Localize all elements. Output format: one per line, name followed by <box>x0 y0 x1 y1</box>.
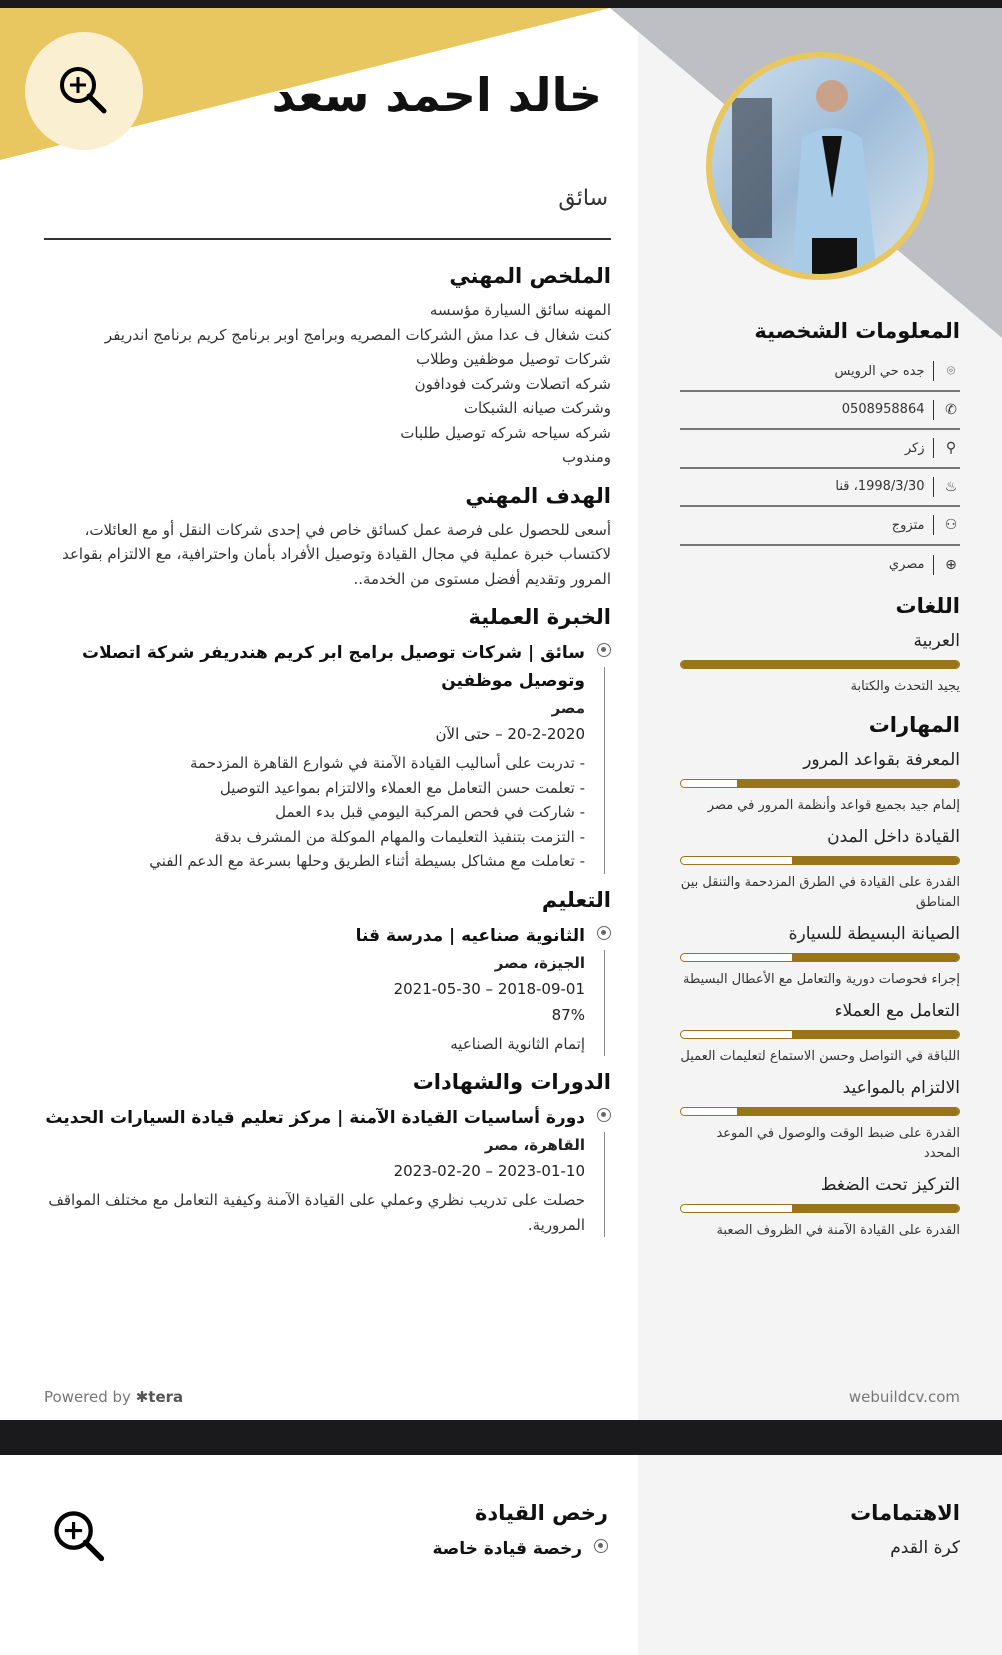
interests-heading: الاهتمامات <box>850 1501 960 1525</box>
entry-grade: 87% <box>551 1005 585 1024</box>
level-fill <box>792 1205 959 1212</box>
skill-description: القدرة على ضبط الوقت والوصول في الموعد المحدد <box>716 1126 960 1161</box>
bullet-circle-icon <box>597 1108 611 1122</box>
job-title: سائق <box>558 186 608 211</box>
divider <box>933 515 935 535</box>
birthday-cake-icon: ♨ <box>944 478 958 495</box>
powered-by <box>44 1388 183 1406</box>
info-value: متزوج <box>891 517 925 533</box>
skill-item <box>680 1075 960 1164</box>
entry-title: سائق | شركات توصيل برامج ابر كريم هندريفر شركة اتصلات وتوصيل موظفين <box>81 643 585 691</box>
skill-item <box>680 998 960 1067</box>
bullet-item: - شاركت في فحص المركبة اليومي قبل بدء العمل <box>275 803 585 821</box>
education-heading: التعليم <box>541 887 611 912</box>
candidate-name: خالد احمد سعد <box>271 68 602 122</box>
interest-item: كرة القدم <box>890 1538 960 1558</box>
level-fill <box>792 1031 959 1038</box>
skill-name: المعرفة بقواعد المرور <box>803 750 960 770</box>
bullet-circle-icon <box>597 926 611 940</box>
skill-level-bar <box>680 953 960 962</box>
entry-dates: 2018-09-01 – 2021-05-30 <box>393 979 585 998</box>
divider <box>933 361 935 381</box>
zoom-in-icon <box>50 1507 110 1567</box>
entry-bullets <box>44 751 585 874</box>
entry-location: الجيزة، مصر <box>494 953 585 972</box>
language-description: يجيد التحدث والكتابة <box>850 679 960 694</box>
entry-dates: 2023-01-10 – 2023-02-20 <box>393 1162 585 1180</box>
entry-description: حصلت على تدريب نظري وعملي على القيادة الآمنة وكيفية التعامل مع مختلف المواقف المرورية. <box>48 1191 585 1234</box>
summary-line: شركه سياحه شركه توصيل طلبات <box>400 423 611 442</box>
header-divider <box>44 238 611 240</box>
resume-page-2 <box>0 1455 1002 1655</box>
profile-photo <box>706 52 934 280</box>
person-icon: ⚲ <box>945 440 957 457</box>
personal-info-heading: المعلومات الشخصية <box>754 319 960 343</box>
experience-entry <box>44 639 611 874</box>
interests-section <box>850 1495 960 1561</box>
objective-heading: الهدف المهني <box>465 483 611 508</box>
course-entry <box>44 1104 611 1237</box>
marital-status-icon: ⚇ <box>944 517 958 534</box>
sidebar <box>680 313 960 1241</box>
summary-line: وشركت صيانه الشبكات <box>463 399 611 417</box>
summary-line: شركه اتصلات وشركت فودافون <box>414 374 611 393</box>
level-fill <box>792 954 959 961</box>
globe-icon: ⊕ <box>945 556 957 573</box>
personal-info-list <box>680 353 960 584</box>
language-level-bar <box>680 660 960 669</box>
languages-heading: اللغات <box>895 594 960 618</box>
divider <box>933 400 935 420</box>
personal-info-item <box>680 353 960 392</box>
level-fill <box>737 1108 959 1115</box>
skill-level-bar <box>680 779 960 788</box>
objective-text: أسعى للحصول على فرصة عمل كسائق خاص في إحدى شركات النقل أو مع العائلات، لاكتساب خبرة عملية في مجال القيادة وتوصيل الأفراد بأمان واحترافية، مع الالتزام بقواعد المرور وتقديم أفضل مستوى من الخدمة.. <box>62 520 611 588</box>
personal-info-item <box>680 546 960 585</box>
zoom-in-button[interactable] <box>25 32 143 150</box>
license-title: رخصة قيادة خاصة <box>432 1539 582 1559</box>
bullet-circle-icon <box>594 1539 608 1553</box>
skill-item <box>680 1172 960 1241</box>
summary-line: المهنه سائق السيارة مؤسسه <box>429 301 611 319</box>
skill-description: إلمام جيد بجميع قواعد وأنظمة المرور في مصر <box>707 798 960 813</box>
language-name: العربية <box>913 631 960 651</box>
phone-icon: ✆ <box>945 401 957 418</box>
skill-name: الصيانة البسيطة للسيارة <box>788 924 960 944</box>
personal-info-item <box>680 392 960 431</box>
summary-heading: الملخص المهني <box>449 264 611 288</box>
skill-item <box>680 747 960 816</box>
entry-dates: 20-2-2020 – حتى الآن <box>435 725 585 743</box>
skill-level-bar <box>680 1107 960 1116</box>
info-value: زكر <box>904 440 925 456</box>
entry-title: دورة أساسيات القيادة الآمنة | مركز تعليم قيادة السيارات الحديث <box>45 1108 585 1128</box>
licenses-section <box>432 1495 608 1573</box>
divider <box>933 477 935 497</box>
skill-name: التركيز تحت الضغط <box>820 1175 960 1195</box>
personal-info-item <box>680 507 960 546</box>
courses-heading: الدورات والشهادات <box>412 1070 611 1094</box>
skill-name: التعامل مع العملاء <box>834 1001 960 1021</box>
bullet-item: - التزمت بتنفيذ التعليمات والمهام الموكلة من المشرف بدقة <box>214 827 585 846</box>
site-link[interactable]: webuildcv.com <box>848 1388 960 1406</box>
summary-line: كنت شغال ف عدا مش الشركات المصريه وبرامج اوبر برنامج كريم برنامج اندريفر <box>104 325 611 344</box>
licenses-heading: رخص القيادة <box>474 1501 608 1525</box>
skill-description: القدرة على القيادة الآمنة في الظروف الصعبة <box>716 1223 960 1238</box>
level-fill <box>681 661 959 668</box>
resume-page-1 <box>0 8 1002 1420</box>
skills-heading: المهارات <box>868 713 960 737</box>
skill-description: اللباقة في التواصل وحسن الاستماع لتعليمات العميل <box>680 1049 960 1064</box>
tera-logo[interactable]: ✱tera <box>135 1388 184 1406</box>
skill-level-bar <box>680 856 960 865</box>
skills-list <box>680 747 960 1241</box>
powered-by-text: Powered by <box>44 1388 131 1406</box>
bullet-item: - تعاملت مع مشاكل بسيطة أثناء الطريق وحلها بسرعة مع الدعم الفني <box>149 852 585 870</box>
info-value: مصري <box>888 557 925 573</box>
bullet-item: - تعلمت حسن التعامل مع العملاء والالتزام بمواعيد التوصيل <box>219 778 585 797</box>
skill-description: إجراء فحوصات دورية والتعامل مع الأعطال البسيطة <box>682 972 960 987</box>
zoom-in-icon <box>56 63 112 119</box>
entry-title: الثانوية صناعيه | مدرسة قنا <box>355 925 585 946</box>
level-fill <box>737 780 959 787</box>
education-entry <box>44 922 611 1057</box>
entry-location: القاهرة، مصر <box>484 1136 585 1154</box>
personal-info-item <box>680 430 960 469</box>
info-value: 0508958864 <box>841 402 925 418</box>
info-value: جده حي الرويس <box>834 363 925 379</box>
zoom-in-button[interactable] <box>50 1507 110 1571</box>
experience-heading: الخبرة العملية <box>468 605 611 629</box>
license-entry <box>432 1535 608 1563</box>
skill-level-bar <box>680 1204 960 1213</box>
bullet-circle-icon <box>597 643 611 657</box>
summary-line: ومندوب <box>561 448 611 466</box>
skill-description: القدرة على القيادة في الطرق المزدحمة والتنقل بين المناطق <box>680 875 960 910</box>
skill-item <box>680 921 960 990</box>
main-column <box>44 258 611 1247</box>
divider <box>933 438 935 458</box>
skill-level-bar <box>680 1030 960 1039</box>
skill-item <box>680 824 960 913</box>
divider <box>933 555 935 575</box>
summary-line: شركات توصيل موظفين وطلاب <box>415 350 611 368</box>
skill-name: الالتزام بالمواعيد <box>842 1078 960 1098</box>
bullet-item: - تدربت على أساليب القيادة الآمنة في شوارع القاهرة المزدحمة <box>189 754 585 772</box>
location-icon: ⌾ <box>946 363 956 380</box>
personal-info-item <box>680 469 960 508</box>
skill-name: القيادة داخل المدن <box>827 827 960 847</box>
entry-location: مصر <box>551 699 585 717</box>
info-value: 1998/3/30، قنا <box>835 479 925 495</box>
level-fill <box>792 857 959 864</box>
entry-description: إتمام الثانوية الصناعيه <box>450 1034 585 1053</box>
summary-text <box>44 298 611 470</box>
